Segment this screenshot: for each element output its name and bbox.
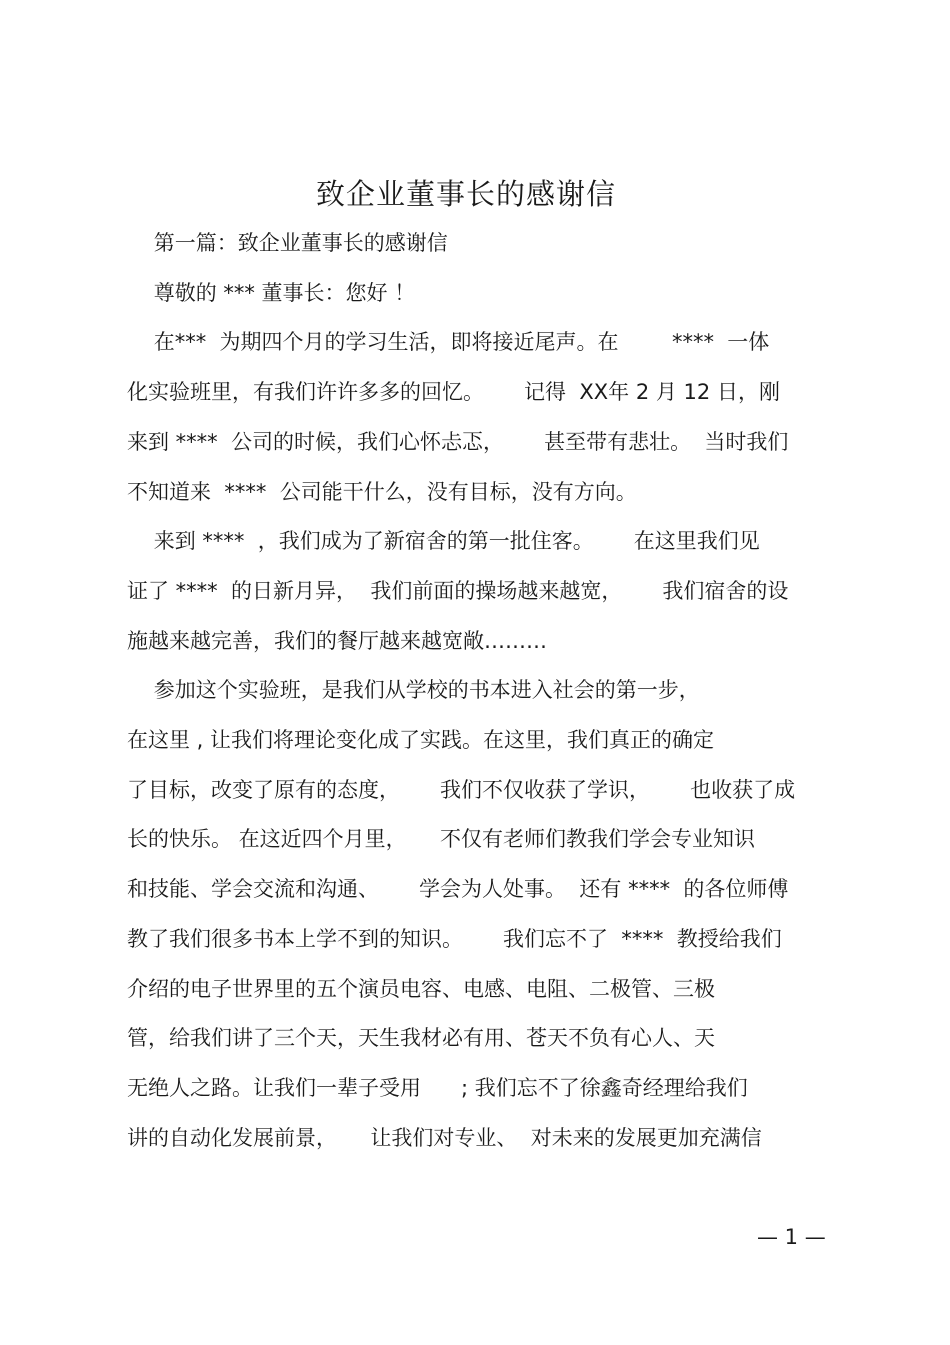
text-line: 来到 **** ，我们成为了新宿舍的第一批住客。 在这里我们见	[127, 529, 760, 553]
text-line: 化实验班里，有我们许许多多的回忆。 记得 XX年 2 月 12 日，刚	[127, 380, 780, 404]
page-number: — 1 —	[757, 1225, 826, 1249]
text-line: 尊敬的 *** 董事长：您好 ！	[127, 281, 416, 305]
text-line: 施越来越完善，我们的餐厅越来越宽敞………	[127, 629, 547, 653]
text-line: 和技能、学会交流和沟通、 学会为人处事。 还有 **** 的各位师傅	[127, 877, 789, 901]
text-line: 介绍的电子世界里的五个演员电容、电感、电阻、二极管、三极	[127, 977, 715, 1001]
text-line: 第一篇：致企业董事长的感谢信	[127, 231, 448, 255]
text-line: 长的快乐。 在这近四个月里， 不仅有老师们教我们学会专业知识	[127, 827, 756, 851]
text-line: 证了 **** 的日新月异， 我们前面的操场越来越宽， 我们宿舍的设	[127, 579, 789, 603]
text-line: 管，给我们讲了三个天，天生我材必有用、苍天不负有心人、天	[127, 1026, 715, 1050]
text-line: 在这里 , 让我们将理论变化成了实践。在这里，我们真正的确定	[127, 728, 715, 752]
text-line: 教了我们很多书本上学不到的知识。 我们忘不了 **** 教授给我们	[127, 927, 782, 951]
text-line: 来到 **** 公司的时候，我们心怀忐忑， 甚至带有悲壮。 当时我们	[127, 430, 789, 454]
text-line: 了目标，改变了原有的态度， 我们不仅收获了学识， 也收获了成	[127, 778, 796, 802]
text-line: 不知道来 **** 公司能干什么，没有目标，没有方向。	[127, 480, 637, 504]
text-line: 讲的自动化发展前景， 让我们对专业、 对未来的发展更加充满信	[127, 1126, 762, 1150]
text-line: 无绝人之路。让我们一辈子受用 ; 我们忘不了徐鑫奇经理给我们	[127, 1076, 748, 1100]
text-line: 参加这个实验班，是我们从学校的书本进入社会的第一步，	[127, 678, 700, 702]
text-line: 在*** 为期四个月的学习生活，即将接近尾声。在 **** 一体	[127, 330, 770, 354]
document-title: 致企业董事长的感谢信	[315, 177, 616, 211]
